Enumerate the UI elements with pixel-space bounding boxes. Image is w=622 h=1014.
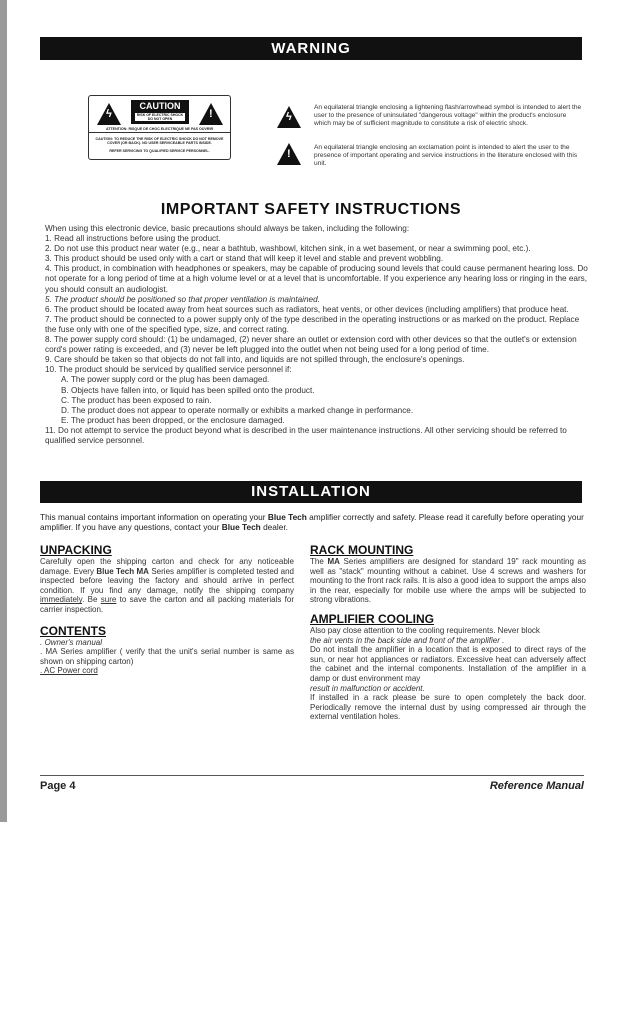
- safety-item: 4. This product, in combination with headphones or speakers, may be capable of producing sound levels that could cause permanent hearing loss. Do not operate for a long period of time at a high volume level or at a level that is uncomfortable. If you experience any hearing loss or ringing in the ears, you should consult an audiologist.: [45, 264, 588, 294]
- safety-subitem: A. The power supply cord or the plug has been damaged.: [61, 375, 270, 385]
- safety-title: IMPORTANT SAFETY INSTRUCTIONS: [160, 201, 462, 218]
- safety-subitem: B. Objects have fallen into, or liquid has been spilled onto the product.: [61, 385, 315, 395]
- brand: Blue Tech: [267, 512, 307, 522]
- rack-title: RACK MOUNTING: [310, 543, 414, 557]
- series: MA: [327, 557, 340, 566]
- safety-item: 9. Care should be taken so that objects do not fall into, and liquids are not spilled through, the enclosure's openings.: [45, 355, 465, 365]
- safety-intro: When using this electronic device, basic precautions should always be taken, including the following:: [45, 224, 410, 233]
- contents-item: . MA Series amplifier ( verify that the unit's serial number is same as shown on shipping carton): [40, 647, 294, 666]
- safety-subitem: C. The product has been exposed to rain.: [61, 395, 212, 405]
- intro-text: dealer.: [260, 522, 288, 533]
- caution-text: CAUTION: TO REDUCE THE RISK OF ELECTRIC SHOCK DO NOT REMOVE COVER (OR BACK). NO USER SERVICEABLE PARTS INSIDE.: [95, 137, 224, 145]
- text: Series amplifier is completed tested and inspected before leaving the factory and should arrive in perfect condition. If you find any damage, notify the shipping company: [40, 566, 294, 595]
- intro-text: amplifier correctly and safety. Please read it carefully before operating your amplifier. If you have any questions, contact your: [40, 512, 584, 533]
- installation-banner: INSTALLATION: [40, 481, 582, 503]
- text: Carefully open the shipping carton and check for any noticeable damage. Every: [40, 557, 294, 576]
- exclamation-note: An equilateral triangle enclosing an exclamation point is intended to alert the user to the presence of important operating and service instructions in the literature enclosed with this unit.: [314, 144, 578, 167]
- safety-item: 11. Do not attempt to service the product beyond what is described in the user maintenance instructions. All other servicing should be referred to qualified service personnel.: [45, 425, 567, 445]
- caution-title: CAUTION: [139, 101, 181, 111]
- unpacking-title: UNPACKING: [40, 543, 112, 557]
- text: result in malfunction or accident.: [310, 683, 425, 693]
- lightning-triangle-icon: ϟ: [277, 106, 301, 128]
- safety-item: 8. The power supply cord should: (1) be undamaged, (2) never share an outlet or extension cord with other devices so that the outlet's or extension cord's power rating is exceeded, and (3) never be left plugged into the outlet when not being used for a long period of time.: [45, 335, 577, 355]
- brand: Blue Tech MA: [96, 566, 149, 576]
- text: Series amplifiers are designed for standard 19" rack mounting as well as "stack" mounting without a cabinet. Use 4 screws and washers for mounting to the front rack rails. It is also a good idea to support the amps also in the rear, especially for mobile use where the amps will be subjected to strong vibrations.: [310, 557, 586, 605]
- brand: Blue Tech: [221, 522, 261, 533]
- text: The: [310, 557, 328, 566]
- intro-text: This manual contains important information on operating your: [40, 512, 268, 522]
- safety-item: 7. The product should be connected to a power supply only of the type described in the operating instructions or as marked on the product. Replace the fuse only with one of the specified type, size, and correct rating.: [45, 314, 580, 334]
- safety-subitem: D. The product does not appear to operate normally or exhibits a marked change in performance.: [61, 405, 414, 415]
- text: Do not install the amplifier in a location that is exposed to direct rays of the sun, or near hot appliances or radiators. Excessive heat can adversely affect the cabinet and the internal components. Installation of the amplifier in a damp or dust environment may: [310, 645, 586, 683]
- text: the air vents in the back side and front of the amplifier .: [310, 635, 505, 645]
- scan-edge: [0, 0, 7, 822]
- caution-refer: REFER SERVICING TO QUALIFIED SERVICE PERSONNEL.: [109, 149, 210, 153]
- text: to save the carton and all packing materials for carrier inspection.: [40, 595, 294, 614]
- caution-label: [88, 95, 231, 160]
- caution-risk: RISK OF ELECTRIC SHOCK DO NOT OPEN: [134, 112, 186, 122]
- cooling-title: AMPLIFIER COOLING: [310, 611, 434, 626]
- unpacking-section: [40, 544, 294, 676]
- warning-banner: WARNING: [40, 37, 582, 60]
- safety-subitem: E. The product has been dropped, or the enclosure damaged.: [61, 415, 285, 425]
- caution-attention: ATTENTION: RISQUE DE CHOC ELECTRIQUE NE PAS OUVRIR: [105, 127, 214, 131]
- rack-section: [310, 544, 586, 722]
- lightning-triangle-icon: ϟ: [97, 103, 121, 125]
- manual-title: Reference Manual: [489, 780, 584, 792]
- text: If installed in a rack please be sure to open completely the back door. Periodically remove the internal dust by using compressed air through the external ventilation holes.: [310, 693, 586, 722]
- footer: [40, 775, 584, 792]
- safety-item: 5. The product should be positioned so that proper ventilation is maintained.: [45, 294, 320, 304]
- safety-item: 3. This product should be used only with a cart or stand that will keep it level and stable and prevent wobbling.: [45, 254, 444, 264]
- safety-item: 10. The product should be serviced by qualified service personnel if:: [45, 365, 292, 375]
- lightning-note: An equilateral triangle enclosing a lightening flash/arrowhead symbol is intended to alert the user to the presence of uninsulated "dangerous voltage" within the product's enclosure which may be of sufficient magnitude to constitute a risk of electric shock.: [314, 104, 582, 127]
- installation-intro: [40, 512, 588, 533]
- page-number: Page 4: [40, 780, 76, 792]
- safety-item: 2. Do not use this product near water (e.g., near a bathtub, washbowl, kitchen sink, in a wet basement, or near a swimming pool, etc.).: [45, 244, 531, 254]
- contents-title: CONTENTS: [40, 623, 106, 638]
- text: sure: [100, 595, 117, 605]
- text: . Be: [82, 595, 101, 605]
- contents-item: . AC Power cord: [40, 666, 98, 676]
- safety-item: 6. The product should be located away from heat sources such as radiators, heat vents, or other devices (including amplifiers) that produce heat.: [45, 304, 569, 314]
- text: Also pay close attention to the cooling requirements. Never block: [310, 625, 540, 635]
- safety-item: 1. Read all instructions before using the product.: [45, 234, 221, 244]
- exclamation-triangle-icon: !: [277, 143, 301, 165]
- exclamation-triangle-icon: !: [199, 103, 223, 125]
- contents-item: . Owner's manual: [40, 637, 102, 647]
- safety-list: [45, 224, 590, 446]
- text: immediately: [40, 595, 83, 605]
